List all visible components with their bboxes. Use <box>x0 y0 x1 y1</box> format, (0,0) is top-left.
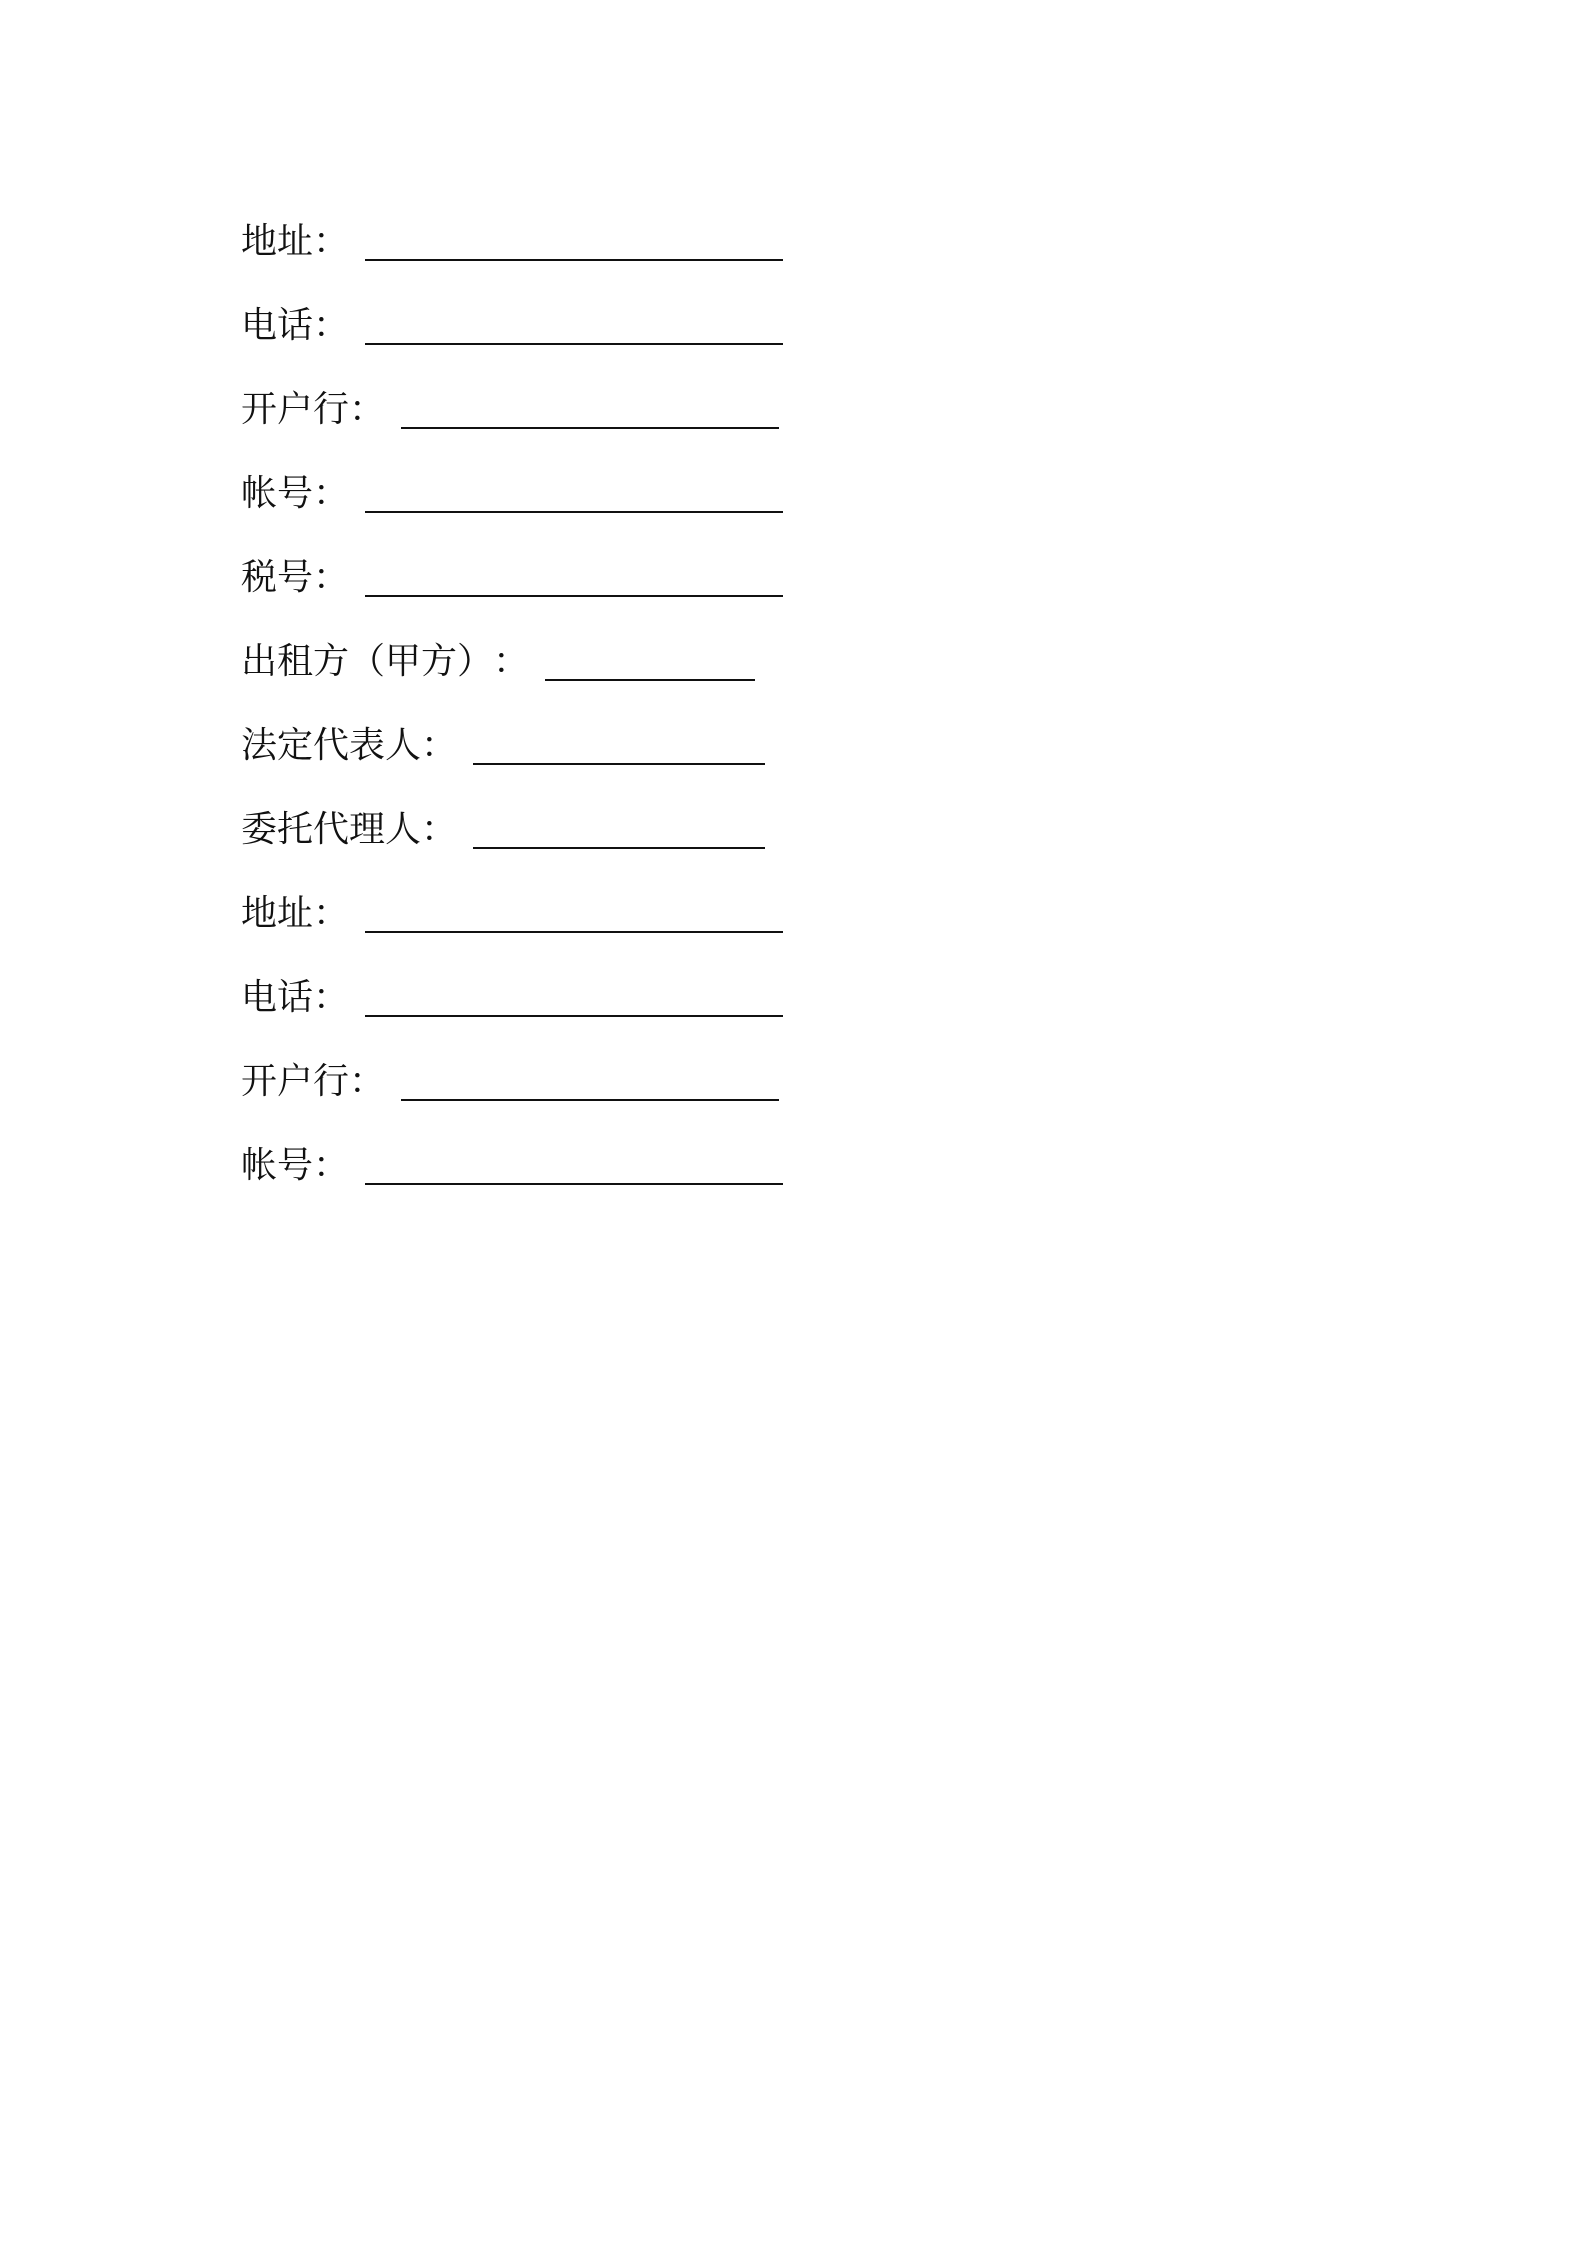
field-blank <box>365 931 783 933</box>
field-colon: ： <box>349 1061 386 1102</box>
field-blank <box>365 1183 783 1185</box>
field-phone-2 <box>241 956 783 1040</box>
signature-field-list <box>241 200 783 1208</box>
field-colon: ： <box>313 1145 350 1186</box>
field-phone-1 <box>241 284 783 368</box>
field-colon: ： <box>313 305 350 346</box>
field-account-1 <box>241 452 783 536</box>
field-blank <box>545 679 755 681</box>
field-bank-2 <box>241 1040 783 1124</box>
field-label: 开户行 <box>241 1061 350 1102</box>
field-colon: ： <box>313 473 350 514</box>
field-blank <box>401 427 779 429</box>
field-label: 帐号 <box>241 1145 314 1186</box>
field-label: 开户行 <box>241 389 350 430</box>
field-colon: ： <box>421 809 458 850</box>
field-bank-1 <box>241 368 783 452</box>
field-blank <box>365 1015 783 1017</box>
field-blank <box>365 259 783 261</box>
field-label: 电话 <box>241 305 314 346</box>
field-blank <box>473 763 765 765</box>
field-lessor <box>241 620 783 704</box>
field-authorized-agent <box>241 788 783 872</box>
field-label: 出租方（甲方） <box>241 641 494 682</box>
field-colon: ： <box>313 557 350 598</box>
field-label: 委托代理人 <box>241 809 422 850</box>
field-label: 电话 <box>241 977 314 1018</box>
field-blank <box>365 343 783 345</box>
field-blank <box>401 1099 779 1101</box>
field-colon: ： <box>313 221 350 262</box>
field-blank <box>365 511 783 513</box>
field-blank <box>365 595 783 597</box>
field-label: 地址 <box>241 893 314 934</box>
field-colon: ： <box>421 725 458 766</box>
field-label: 法定代表人 <box>241 725 422 766</box>
field-tax-id <box>241 536 783 620</box>
field-address-2 <box>241 872 783 956</box>
field-colon: ： <box>313 893 350 934</box>
field-blank <box>473 847 765 849</box>
field-colon: ： <box>349 389 386 430</box>
field-address-1 <box>241 200 783 284</box>
field-legal-representative <box>241 704 783 788</box>
field-account-2 <box>241 1124 783 1208</box>
field-colon: ： <box>313 977 350 1018</box>
field-colon: ： <box>493 641 530 682</box>
field-label: 税号 <box>241 557 314 598</box>
field-label: 地址 <box>241 221 314 262</box>
field-label: 帐号 <box>241 473 314 514</box>
